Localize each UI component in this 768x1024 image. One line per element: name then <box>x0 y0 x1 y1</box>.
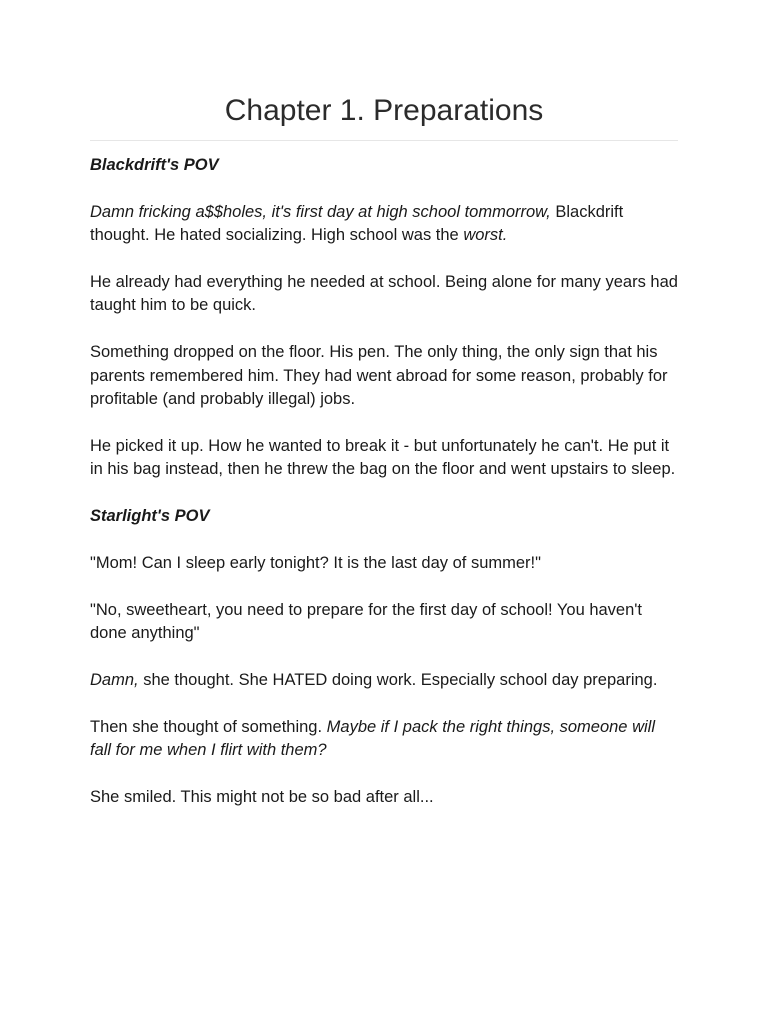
paragraph: She smiled. This might not be so bad after all... <box>90 787 434 806</box>
paragraph-text: Blackdrift thought. He hated socializing. High school was the <box>90 202 624 245</box>
paragraph-text: Then she thought of something. <box>90 717 327 736</box>
chapter-body <box>90 154 678 809</box>
pov-heading-starlight: Starlight's POV <box>90 507 210 526</box>
pov-heading-blackdrift: Blackdrift's POV <box>90 156 219 174</box>
paragraph: He already had everything he needed at school. Being alone for many years had taught him to be quick. <box>90 273 678 315</box>
chapter-title: Chapter 1. Preparations <box>90 88 678 141</box>
italic-thought: Maybe if I pack the right things, someone will fall for me when I flirt with them? <box>90 717 655 760</box>
italic-emphasis: worst. <box>463 226 508 245</box>
paragraph <box>90 201 678 248</box>
italic-thought: Damn, <box>90 670 139 689</box>
paragraph: "Mom! Can I sleep early tonight? It is the last day of summer!" <box>90 553 541 572</box>
paragraph <box>90 669 678 692</box>
document-page <box>90 88 678 833</box>
paragraph: Something dropped on the floor. His pen. The only thing, the only sign that his parents remembered him. They had went abroad for some reason, probably for profitable (and probably illegal) jobs. <box>90 343 668 409</box>
paragraph: He picked it up. How he wanted to break it - but unfortunately he can't. He put it in his bag instead, then he threw the bag on the floor and went upstairs to sleep. <box>90 436 676 479</box>
italic-thought: Damn fricking a$$holes, it's first day at high school tommorrow, <box>90 202 551 221</box>
paragraph-text: she thought. She HATED doing work. Especially school day preparing. <box>138 670 658 689</box>
paragraph <box>90 716 678 763</box>
paragraph: "No, sweetheart, you need to prepare for the first day of school! You haven't done anything" <box>90 600 643 643</box>
